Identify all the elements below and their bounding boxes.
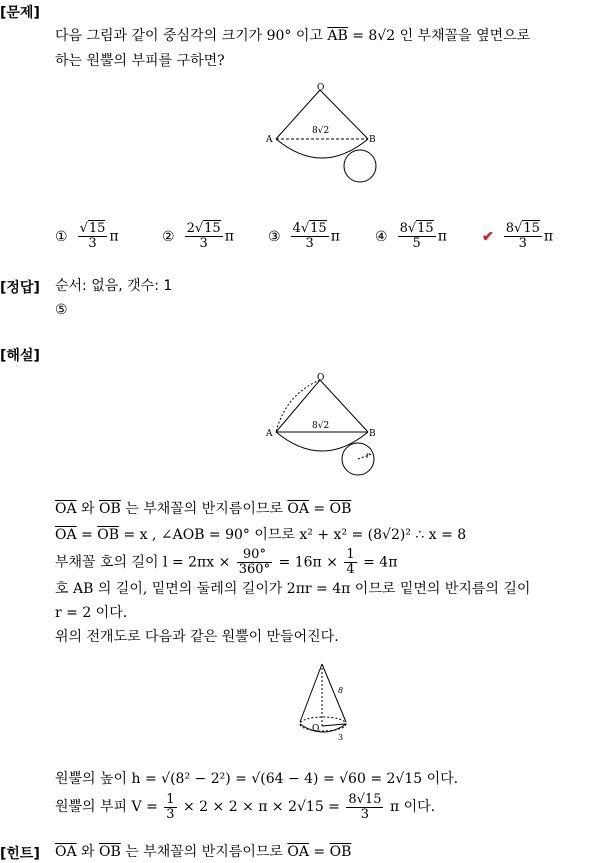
answer-meta: 순서: 없음, 갯수: 1 <box>55 278 173 294</box>
problem-line-1 <box>55 27 530 45</box>
hint-line: $\overline{OA}$ 와 $\overline{OB}$ 는 부채꼴의 반지름이므로 $\overline{OA} = \overline{OB}$ <box>55 844 352 860</box>
fig1-chord-label: 8√2 <box>312 126 330 136</box>
explanation-line-3: 부채꼴 호의 길이 l = 2πx × $\frac{90^\circ}{360^\circ}$ = 16π × $\frac{1}{4}$ = 4π <box>55 547 398 577</box>
sector-figure <box>262 82 382 186</box>
fig1-label-b: B <box>369 135 376 145</box>
problem-header: [문제] <box>0 5 40 21</box>
answer-header: [정답] <box>0 280 40 296</box>
choice-1-mark: ① <box>55 228 68 245</box>
segment-ab: $\overline{AB}$ <box>327 28 348 44</box>
problem-line-2: 하는 원뿔의 부피를 구하면? <box>55 53 225 69</box>
choice-5[interactable]: ✔ $\frac{8√15}{3}$ π <box>482 221 554 251</box>
cone-figure <box>290 660 360 744</box>
fig1-label-a: A <box>266 135 273 145</box>
explanation-line-6: 위의 전개도로 다음과 같은 원뿔이 만들어진다. <box>55 629 339 645</box>
answer-value: ⑤ <box>55 302 68 318</box>
choice-4[interactable]: ④ $\frac{8√15}{5}$ π <box>375 221 447 251</box>
fig2-label-a: A <box>266 429 273 439</box>
explanation-line-8: 원뿔의 부피 V = $\frac{1}{3}$ × 2 × 2 × π × 2√15 = $\frac{8√15}{3}$ π 이다. <box>55 791 436 822</box>
problem-text-b: = 8√2 인 부채꼴을 옆면으로 <box>352 28 531 44</box>
hint-header: [힌트] <box>0 846 40 862</box>
check-icon: ✔ <box>482 228 494 245</box>
choice-2-mark: ② <box>162 228 175 245</box>
fig1-label-o: O <box>317 83 325 93</box>
choice-2[interactable]: ② $\frac{2√15}{3}$ π <box>162 221 234 251</box>
fig3-label-o: O <box>312 724 320 734</box>
fig2-chord-label: 8√2 <box>312 421 330 431</box>
explanation-header: [해설] <box>0 348 40 364</box>
fig2-radius-label: r <box>366 451 370 460</box>
sector-figure-2 <box>262 372 386 480</box>
choice-1[interactable]: ① $\frac{√15}{3}$ π <box>55 221 119 251</box>
choice-3[interactable]: ③ $\frac{4√15}{3}$ π <box>268 221 340 251</box>
explanation-line-7: 원뿔의 높이 h = √(8² − 2²) = √(64 − 4) = √60 = 2√15 이다. <box>55 771 459 787</box>
choice-3-mark: ③ <box>268 228 281 245</box>
fig2-label-b: B <box>369 429 376 439</box>
fig3-radius-label: 3 <box>338 733 344 742</box>
choice-4-mark: ④ <box>375 228 388 245</box>
problem-text-a: 다음 그림과 같이 중심각의 크기가 90° 이고 <box>55 28 323 44</box>
explanation-line-1: $\overline{OA}$ 와 $\overline{OB}$ 는 부채꼴의 반지름이므로 $\overline{OA} = \overline{OB}$ <box>55 501 352 517</box>
explanation-line-2: $\overline{OA} = \overline{OB} = x$ , ∠AOB = 90° 이므로 x² + x² = (8√2)² ∴ x = 8 <box>55 527 467 543</box>
fig3-slant-label: 8 <box>338 686 344 695</box>
fig2-label-o: O <box>317 373 325 383</box>
explanation-line-4: 호 AB 의 길이, 밑면의 둘레의 길이가 2πr = 4π 이므로 밑면의 반지름의 길이 <box>55 581 531 597</box>
explanation-line-5: r = 2 이다. <box>55 605 128 621</box>
